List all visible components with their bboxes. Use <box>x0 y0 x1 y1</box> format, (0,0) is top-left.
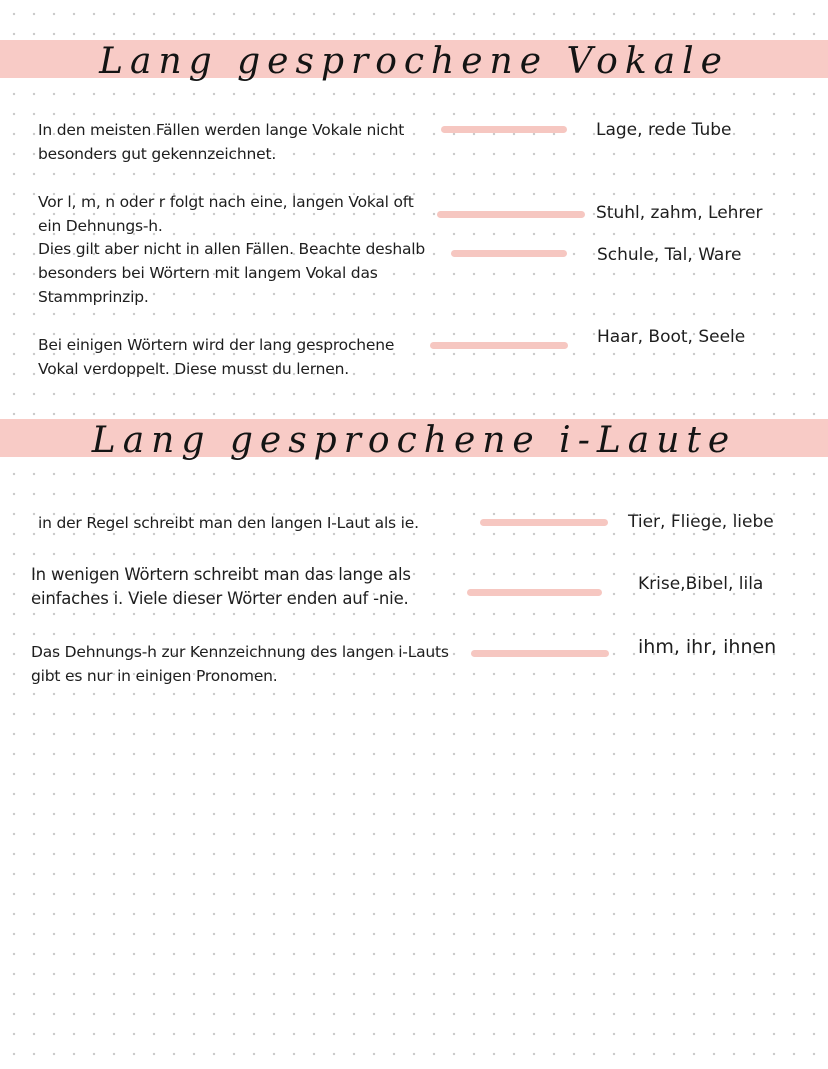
example-words: ihm, ihr, ihnen <box>638 636 777 658</box>
rule-text: In wenigen Wörtern schreibt man das lange als einfaches i. Viele dieser Wörter enden auf -nie. <box>31 565 411 608</box>
connector-line <box>430 342 568 349</box>
section-heading-vokale: Lang gesprochene Vokale <box>99 41 729 82</box>
section-heading-i-laute: Lang gesprochene i-Laute <box>91 420 737 461</box>
rule-text: Bei einigen Wörtern wird der lang gesprochene Vokal verdoppelt. Diese musst du lernen. <box>38 336 395 378</box>
connector-line <box>437 211 585 218</box>
rule-text: Dies gilt aber nicht in allen Fällen. Beachte deshalb besonders bei Wörtern mit langem Vokal das Stammprinzip. <box>38 240 426 306</box>
example-words: Haar, Boot, Seele <box>597 327 746 347</box>
example-words: Stuhl, zahm, Lehrer <box>596 203 763 223</box>
example-words: Tier, Fliege, liebe <box>628 512 774 532</box>
rule-text: Das Dehnungs-h zur Kennzeichnung des langen i-Lauts gibt es nur in einigen Pronomen. <box>31 643 449 685</box>
example-words: Schule, Tal, Ware <box>597 245 742 265</box>
connector-line <box>480 519 608 526</box>
connector-line <box>471 650 609 657</box>
connector-line <box>467 589 602 596</box>
rule-text: In den meisten Fällen werden lange Vokale nicht besonders gut gekennzeichnet. <box>38 121 405 163</box>
connector-line <box>451 250 567 257</box>
connector-line <box>441 126 567 133</box>
example-words: Lage, rede Tube <box>596 120 732 140</box>
example-words: Krise,Bibel, lila <box>638 574 764 594</box>
rule-text: in der Regel schreibt man den langen I-Laut als ie. <box>38 514 419 532</box>
rule-text: Vor l, m, n oder r folgt nach eine, langen Vokal oft ein Dehnungs-h. <box>38 193 414 235</box>
